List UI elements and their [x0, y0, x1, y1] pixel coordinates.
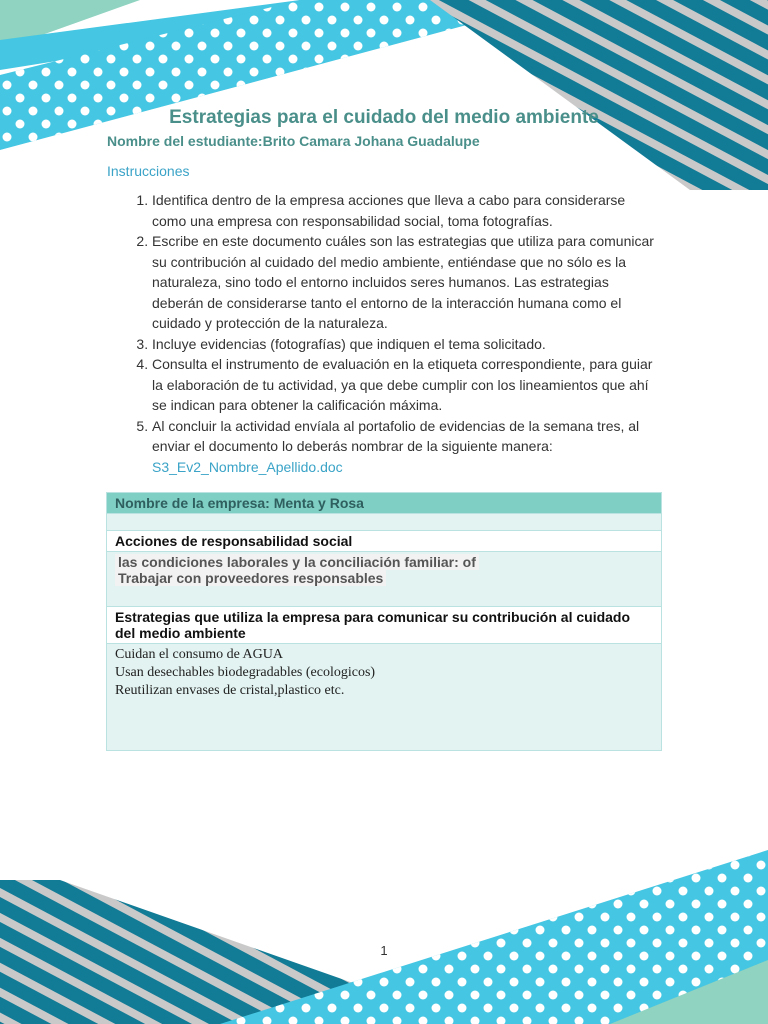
page-number: 1 [380, 943, 388, 958]
instruction-item: 2. Escribe en este documento cuáles son las estrategias que utiliza para comunicar su contribución al cuidado del medio ambiente, entiéndase que no sólo es la naturaleza, sino todo el entorno incluidos seres humanos. Las estrategias deberán de considerarse tanto el entorno de la interacción humana como el cuidado y protección de la naturaleza. [152, 231, 662, 334]
action-item: las condiciones laborales y la conciliación familiar: of [115, 554, 479, 570]
actions-heading: Acciones de responsabilidad social [107, 531, 662, 552]
action-item: Trabajar con proveedores responsables [115, 570, 386, 586]
strategy-item: Usan desechables biodegradables (ecologicos) [115, 665, 376, 680]
strategies-cell [107, 644, 662, 751]
document-title: Estrategias para el cuidado del medio ambiente [169, 107, 599, 128]
company-table [106, 492, 662, 751]
strategy-item: Reutilizan envases de cristal,plastico etc. [115, 683, 345, 698]
instruction-text: Al concluir la actividad envíala al portafolio de evidencias de la semana tres, al enviar el documento lo deberás nombrar de la siguiente manera: [152, 417, 640, 454]
company-name-cell: Nombre de la empresa: Menta y Rosa [107, 493, 662, 514]
actions-cell [107, 552, 662, 607]
strategy-item: Cuidan el consumo de AGUA [115, 647, 283, 662]
instruction-item: 1. Identifica dentro de la empresa acciones que lleva a cabo para considerarse como una empresa con responsabilidad social, toma fotografías. [152, 190, 662, 231]
student-name: Nombre del estudiante:Brito Camara Johana Guadalupe [107, 133, 480, 149]
instruction-item: 4. Consulta el instrumento de evaluación en la etiqueta correspondiente, para guiar la elaboración de tu actividad, ya que debe cumplir con los lineamientos que ahí se indican para obtener la calificación máxima. [152, 354, 662, 416]
instruction-item [152, 416, 662, 478]
strategies-heading: Estrategias que utiliza la empresa para comunicar su contribución al cuidado del medio ambiente [107, 607, 662, 644]
instructions-heading: Instrucciones [107, 163, 190, 179]
instructions-list [107, 190, 662, 477]
empty-cell [107, 514, 662, 531]
filename-example: S3_Ev2_Nombre_Apellido.doc [152, 458, 343, 475]
instruction-item: 3. Incluye evidencias (fotografías) que indiquen el tema solicitado. [152, 334, 662, 355]
